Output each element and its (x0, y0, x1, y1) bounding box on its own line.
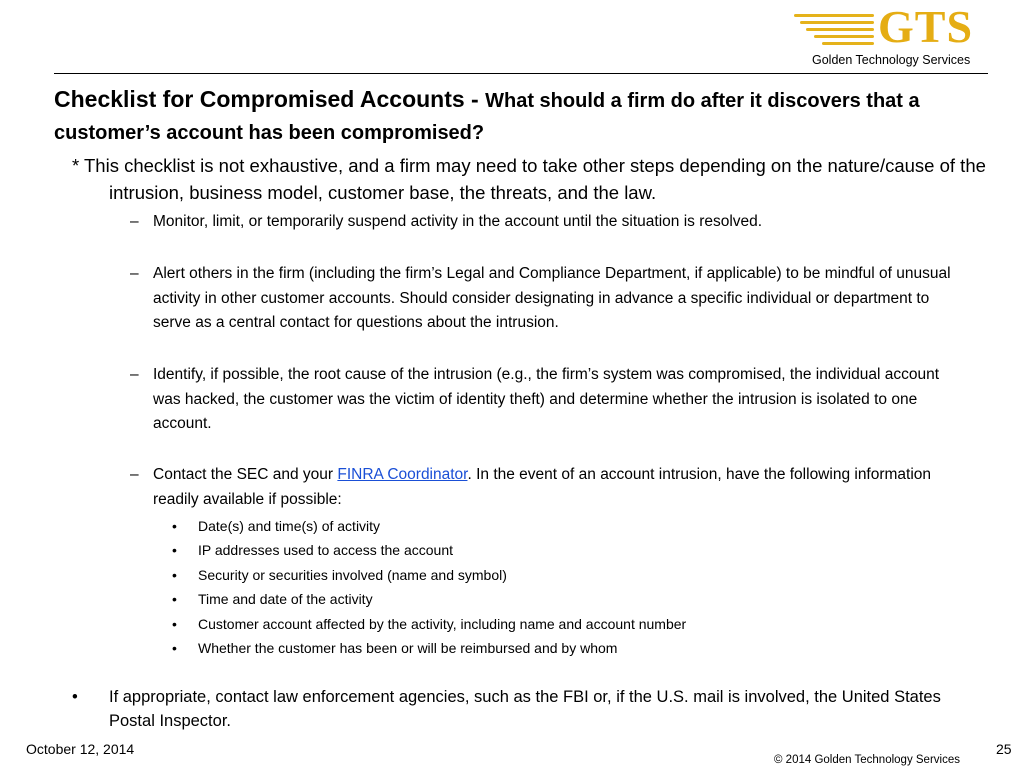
dash-marker: – (130, 366, 139, 383)
dash-marker: – (130, 466, 139, 483)
info-bullet (172, 566, 507, 584)
logo-stripe (806, 28, 874, 31)
bullet-marker: • (172, 518, 177, 534)
law-enforcement-text: If appropriate, contact law enforcement agencies, such as the FBI or, if the U.S. mail is involved, the United States Postal Inspector. (109, 688, 941, 730)
dash-marker: – (130, 265, 139, 282)
footer-copyright: © 2014 Golden Technology Services (774, 754, 960, 766)
logo-wordmark: GTS (878, 1, 974, 52)
page-number: 25 (996, 741, 1012, 757)
info-bullet-text: IP addresses used to access the account (198, 542, 454, 558)
contact-text-before: Contact the SEC and your (153, 466, 338, 483)
checklist-item-identify (130, 363, 960, 437)
info-bullet-text: Customer account affected by the activity, including name and account number (198, 616, 687, 632)
checklist-item-text: Identify, if possible, the root cause of the intrusion (e.g., the firm’s system was compromised, the individual account was hacked, the customer was the victim of identity theft) and determine whether the intrusion is isolated to one account. (153, 366, 939, 432)
footer-date: October 12, 2014 (26, 741, 135, 757)
checklist-item-text (153, 463, 960, 512)
header-rule (54, 73, 988, 74)
contact-text-after: . In the event of an account intrusion, have the following information readily available if possible: (153, 466, 932, 508)
info-bullet-text: Time and date of the activity (198, 591, 373, 607)
logo-stripe (800, 21, 874, 24)
checklist-item-text: Alert others in the firm (including the firm’s Legal and Compliance Department, if applicable) to be mindful of unusual activity in other customer accounts. Should consider designating in advance a specific individual or department to serve as a central contact for questions about the intrusion. (153, 265, 951, 331)
finra-coordinator-link[interactable]: FINRA Coordinator (337, 466, 468, 483)
checklist-note: * This checklist is not exhaustive, and a firm may need to take other steps depending on the nature/cause of the intrusion, business model, customer base, the threats, and the law. (72, 155, 986, 203)
info-bullet (172, 590, 373, 608)
law-enforcement-bullet (72, 685, 972, 733)
bullet-marker: • (172, 640, 177, 656)
logo-stripe (814, 35, 874, 38)
slide-title (54, 84, 954, 148)
checklist-item-contact (130, 463, 960, 512)
info-bullet (172, 517, 380, 535)
logo-stripe (822, 42, 874, 45)
info-bullet-text: Security or securities involved (name and symbol) (198, 567, 507, 583)
info-bullet (172, 639, 617, 657)
dash-marker: – (130, 213, 139, 230)
checklist-item-alert (130, 262, 960, 336)
checklist-item-text: Monitor, limit, or temporarily suspend activity in the account until the situation is resolved. (153, 213, 763, 230)
bullet-marker: • (172, 591, 177, 607)
info-bullet-text: Whether the customer has been or will be reimbursed and by whom (198, 640, 618, 656)
logo-tagline: Golden Technology Services (812, 53, 971, 67)
bullet-marker: • (72, 688, 78, 706)
logo-stripe (794, 14, 874, 17)
title-subtitle: What should a firm do after it discovers that a customer’s account has been compromised? (54, 90, 920, 144)
bullet-marker: • (172, 567, 177, 583)
info-bullet-text: Date(s) and time(s) of activity (198, 518, 381, 534)
bullet-marker: • (172, 542, 177, 558)
checklist-item-monitor (130, 210, 960, 235)
info-bullet (172, 615, 686, 633)
company-logo (786, 1, 982, 68)
bullet-marker: • (172, 616, 177, 632)
info-bullet (172, 541, 453, 559)
title-main: Checklist for Compromised Accounts - (54, 86, 486, 112)
